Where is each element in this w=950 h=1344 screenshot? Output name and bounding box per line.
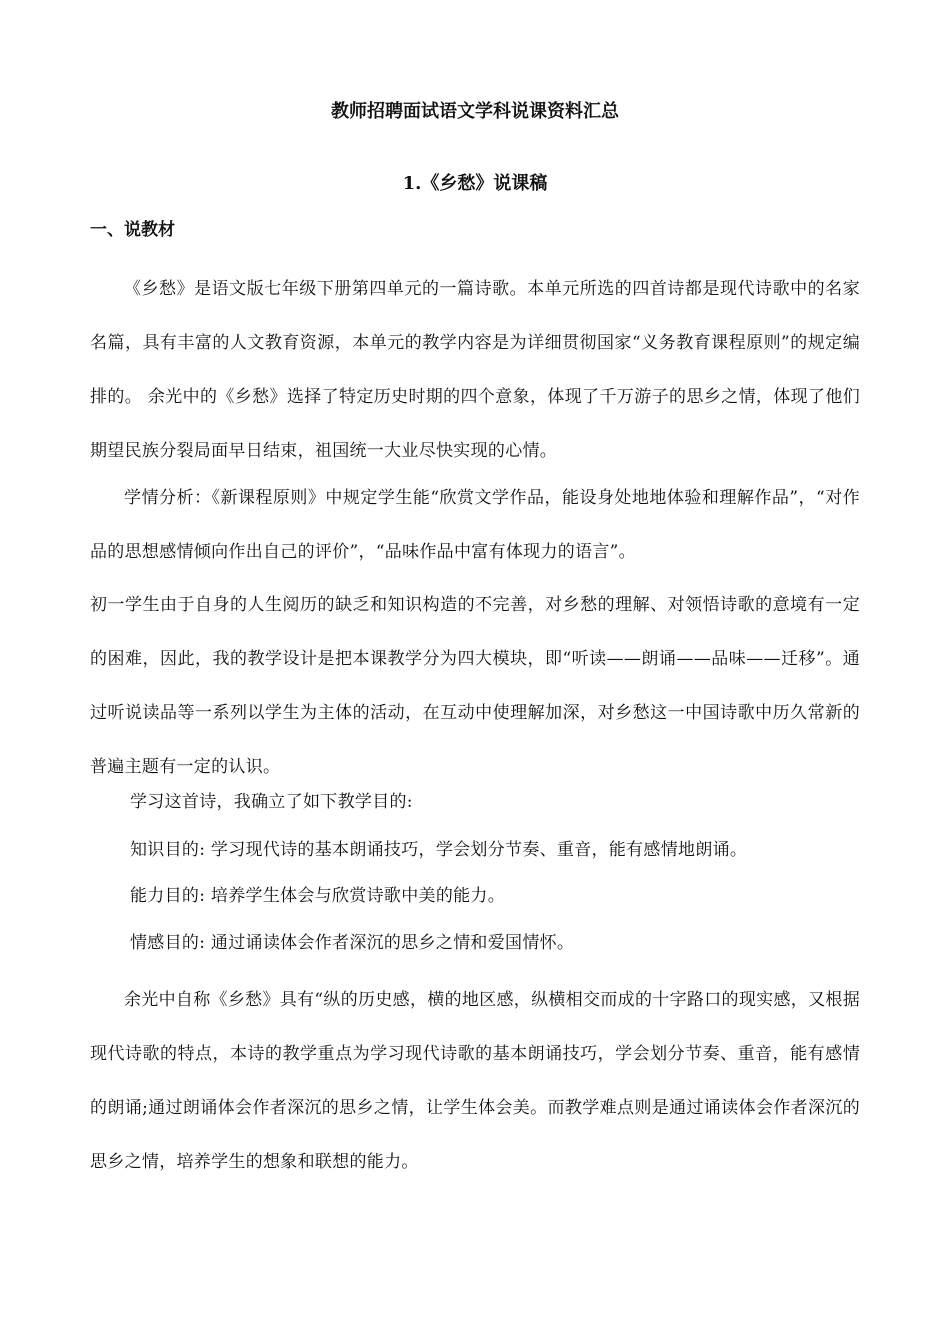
- document-title: 教师招聘面试语文学科说课资料汇总: [331, 101, 619, 122]
- paragraph-learner-analysis: 学情分析：《新课程原则》中规定学生能“欣赏文学作品，能设身处地地体验和理解作品”，“对作品的思想感情倾向作出自己的评价”，“品味作品中富有体现力的语言”。: [90, 488, 860, 562]
- section-heading: 一、说教材: [90, 220, 175, 240]
- goal-ability: 能力目的: 培养学生体会与欣赏诗歌中美的能力。: [130, 886, 506, 906]
- goals-intro: 学习这首诗，我确立了如下教学目的:: [130, 792, 413, 812]
- paragraph-textbook-intro: 《乡愁》是语文版七年级下册第四单元的一篇诗歌。本单元所选的四首诗都是现代诗歌中的名家名篇，具有丰富的人文教育资源，本单元的教学内容是为详细贯彻国家“义务教育课程原则”的规定编排的。 余光中的《乡愁》选择了特定历史时期的四个意象，体现了千万游子的思乡之情，体现了他们期望民族分裂局面早日结束，祖国统一大业尽快实现的心情。: [90, 279, 860, 461]
- goal-emotion: 情感目的: 通过诵读体会作者深沉的思乡之情和爱国情怀。: [130, 933, 575, 953]
- paragraph-key-difficult-points: 余光中自称《乡愁》具有“纵的历史感，横的地区感，纵横相交而成的十字路口的现实感，又根据现代诗歌的特点，本诗的教学重点为学习现代诗歌的基本朗诵技巧，学会划分节奏、重音，能有感情的朗诵;通过朗诵体会作者深沉的思乡之情，让学生体会美。而教学难点则是通过诵读体会作者深沉的思乡之情，培养学生的想象和联想的能力。: [90, 990, 860, 1172]
- section-title: 1.《乡愁》说课稿: [402, 173, 548, 194]
- goal-knowledge: 知识目的: 学习现代诗的基本朗诵技巧，学会划分节奏、重音，能有感情地朗诵。: [130, 840, 748, 860]
- paragraph-teaching-design: 初一学生由于自身的人生阅历的缺乏和知识构造的不完善，对乡愁的理解、对领悟诗歌的意境有一定的困难，因此，我的教学设计是把本课教学分为四大模块，即“听读——朗诵——品味——迁移”。通过听说读品等一系列以学生为主体的活动，在互动中使理解加深，对乡愁这一中国诗歌中历久常新的普遍主题有一定的认识。: [90, 595, 860, 777]
